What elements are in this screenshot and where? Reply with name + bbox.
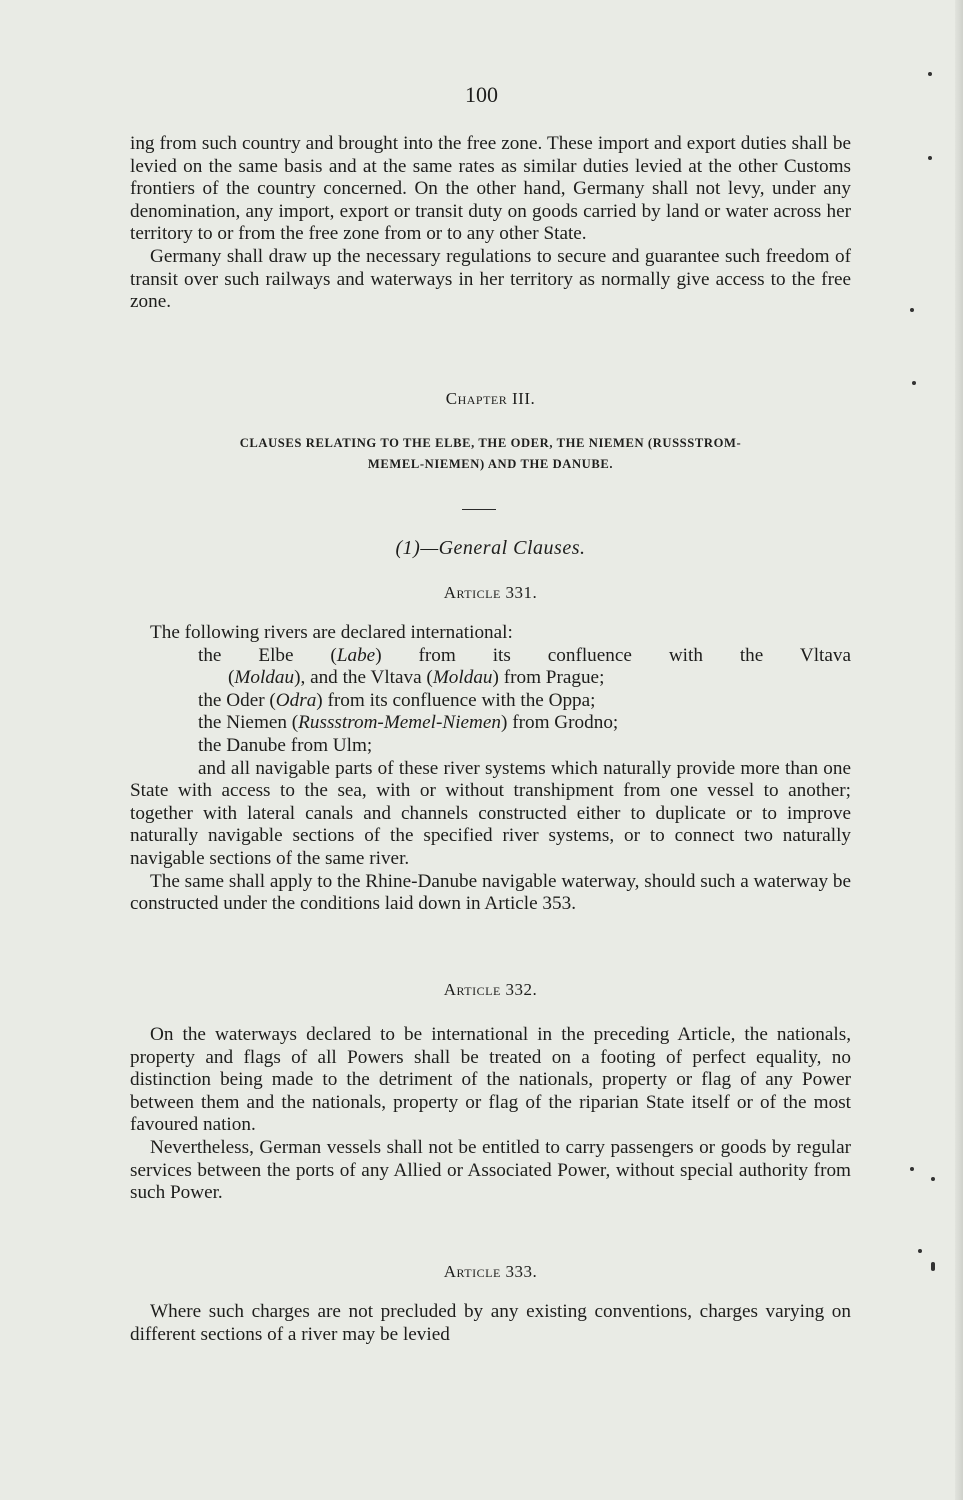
chapter-subtitle-line-1: CLAUSES RELATING TO THE ELBE, THE ODER, THE NIEMEN (RUSSSTROM- (239, 436, 742, 450)
river-elbe-line-2: (Moldau), and the Vltava (Moldau) from Prague; (228, 667, 605, 689)
page-number: 100 (465, 82, 498, 107)
scan-speck (928, 156, 932, 160)
article-332-paragraph-2: Nevertheless, German vessels shall not be entitled to carry passengers or goods by regular services between the ports of any Allied or Associated Power, without special authority from such Power. (130, 1136, 851, 1204)
article-331-lead: The following rivers are declared international: (150, 622, 513, 643)
page-edge (955, 0, 963, 1500)
article-331-body (130, 622, 851, 916)
article-332-heading: Article 332. (443, 980, 538, 999)
chapter-subtitle (130, 433, 851, 475)
chapter-title: Chapter III. (445, 389, 536, 408)
scan-speck (931, 1177, 935, 1181)
scan-speck (928, 72, 932, 76)
intro-paragraph-1: ing from such country and brought into the free zone. These import and export duties shall be levied on the same basis and at the same rates as similar duties levied at the other Customs frontiers of the country concerned. On the other hand, Germany shall not levy, under any denomination, any import, export or transit duty on goods carried by land or water across her territory to or from the free zone from or to any other State. (130, 133, 851, 245)
river-niemen: the Niemen (Russstrom-Memel-Niemen) from Grodno; (198, 712, 619, 734)
article-333-body (130, 1301, 851, 1346)
article-333-heading: Article 333. (443, 1262, 538, 1281)
scan-speck (910, 1167, 914, 1171)
scan-speck (918, 1249, 922, 1253)
article-332-body (130, 1024, 851, 1205)
article-332-paragraph-1: On the waterways declared to be international in the preceding Article, the nationals, property and flags of all Powers shall be treated on a footing of perfect equality, no distinction being made to the detriment of the nationals, property or flag of any Power between them and the nationals, property or flag of the riparian State itself or of the most favoured nation. (130, 1024, 851, 1136)
section-title: (1)—General Clauses. (395, 537, 586, 559)
intro-paragraph-2: Germany shall draw up the necessary regulations to secure and guarantee such freedom of transit over such railways and waterways in her territory as normally give access to the free zone. (130, 245, 851, 313)
scan-speck (931, 1262, 935, 1271)
intro-text (130, 133, 851, 314)
river-oder: the Oder (Odra) from its confluence with the Oppa; (198, 689, 596, 711)
article-331-heading: Article 331. (443, 583, 538, 602)
chapter-subtitle-line-2: MEMEL-NIEMEN) AND THE DANUBE. (367, 457, 614, 471)
article-333-paragraph-1: Where such charges are not precluded by any existing conventions, charges varying on different sections of a river may be levied (130, 1301, 851, 1345)
scan-speck (912, 381, 916, 385)
river-danube: the Danube from Ulm; (198, 734, 373, 756)
river-elbe-line-1: the Elbe (Labe) from its confluence with the Vltava (198, 644, 852, 666)
article-331-navigable-paragraph: and all navigable parts of these river systems which naturally provide more than one State with access to the sea, with or without transhipment from one vessel to another; together with lateral canals and channels constructed either to duplicate or to improve naturally navigable sections of the specified river systems, or to connect two naturally navigable sections of the same river. (130, 757, 851, 869)
article-331-rhine-paragraph: The same shall apply to the Rhine-Danube navigable waterway, should such a waterway be constructed under the conditions laid down in Article 353. (130, 870, 851, 915)
scan-speck (910, 308, 914, 312)
section-divider (462, 509, 496, 510)
